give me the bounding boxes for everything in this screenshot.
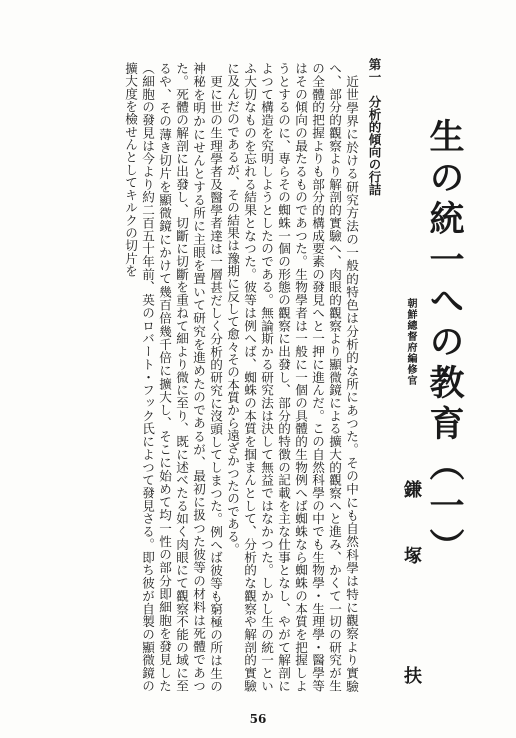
author-name: 鎌塚 扶 <box>401 480 422 733</box>
body-paragraph: 近世學界に於ける研究方法の一般的特色は分析的な所にあつた。その中にも自然科學は特に觀察より實驗へ、部分的觀察より解剖的實驗へ、肉眼的觀察より顯微鏡による擴大的觀察へと進み、かくて一切の研究が生の全體的把握よりも部分的構成要素の發見へと一押に進んだ。この自然科學の中でも生物學・生理學・醫學等はその傾向の最たるものであつた。生物學者は一般に一個の具體的生物例へば蜘蛛なら蜘蛛の本質を把握しようとするのに、専らその蜘蛛一個の形態の觀察に出發し、部分的特徴の記載を主な仕事となし、やがて解剖によつて構造を究明しようとしたのである。無論斯かる研究法は決して無益ではなかつた。しかし生の統一といふ大切なものを忘れる結果となつた。彼等は例へば、蜘蛛の本質を掴まんとして、分析的な觀察や解剖的實驗に及んだのであるが、その結果は豫期に反して愈々その本質から遠ざかつたのである。 <box>225 62 359 692</box>
article-body <box>88 62 360 692</box>
section-heading: 第一 分析的傾向の行詰 <box>367 58 382 196</box>
body-paragraph: 更に世の生理學者及醫學者達は一層甚だしく分析的研究に沒頭してしまつた。例へば彼等も窮極の所は生の神秘を明かにせんとする所に主眼を置いて研究を進めたのであるが、最初に扱つた彼等の材料は死體であつた。死體の解剖に出發し、切斷に切斷を重ねて細より微に至り、既に述べたる如く肉眼にて觀察不能の域に至るや、その薄き切片を顯微鏡にかけて幾百倍幾千倍に擴大し、そこに始めて均一性の部分即細胞を發見した（細胞の發見は今より約二百五十年前、英のロバート・フック氏によつて發見さる。即ち彼が自製の顯微鏡の擴大度を檢せんとしてキルクの切片を <box>123 62 223 692</box>
article-title: 生の統一への教育（一） <box>424 118 465 569</box>
author-affiliation: 朝鮮總督府編修官 <box>405 298 416 386</box>
page-number: 56 <box>249 712 267 726</box>
